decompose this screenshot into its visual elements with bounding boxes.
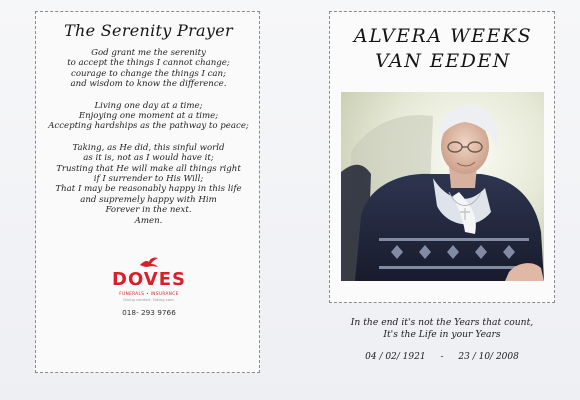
deceased-name-line-2: VAN EEDEN — [375, 50, 511, 72]
dove-icon — [138, 256, 160, 270]
prayer-line: and supremely happy with Him — [80, 194, 217, 205]
prayer-line: Accepting hardships as the pathway to peace; — [48, 121, 249, 132]
prayer-stanza — [36, 48, 261, 90]
logo-subtitle: FUNERALS • INSURANCE — [119, 291, 179, 296]
doves-logo — [94, 256, 204, 317]
memorial-quote — [330, 317, 554, 340]
quote-line-2: It's the Life in your Years — [383, 328, 501, 340]
death-date: 23 / 10/ 2008 — [458, 352, 519, 362]
cover-panel — [329, 11, 555, 303]
prayer-line: God grant me the serenity — [91, 48, 206, 58]
quote-line-1: In the end it's not the Years that count, — [350, 317, 534, 328]
deceased-name-line-1: ALVERA WEEKS — [353, 25, 533, 47]
prayer-line: if I surrender to His Will; — [93, 174, 204, 185]
prayer-line: and wisdom to know the difference. — [70, 79, 227, 90]
logo-wordmark: DOVES — [112, 269, 186, 290]
prayer-line: Trusting that He will make all things right — [56, 163, 241, 174]
logo-tagline: Giving comfort. Taking care. — [123, 298, 175, 302]
prayer-line: Living one day at a time; — [94, 100, 203, 111]
prayer-stanza — [36, 143, 261, 226]
prayer-line: courage to change the things I can; — [71, 68, 226, 79]
prayer-title: The Serenity Prayer — [64, 21, 233, 40]
phone-number: 018- 293 9766 — [122, 308, 176, 317]
prayer-line: as it is, not as I would have it; — [83, 153, 214, 164]
prayer-line: Amen. — [134, 215, 163, 226]
prayer-line: Taking, as He did, this sinful world — [72, 142, 225, 153]
portrait-photo — [341, 92, 544, 281]
serenity-prayer-panel — [35, 11, 260, 373]
sweater-body — [355, 174, 544, 281]
prayer-line: Enjoying one moment at a time; — [78, 111, 219, 122]
prayer-line: to accept the things I cannot change; — [67, 58, 230, 69]
birth-date: 04 / 02/ 1921 — [365, 352, 426, 362]
life-dates — [330, 352, 554, 362]
prayer-text — [36, 48, 261, 237]
prayer-line: That I may be reasonably happy in this life — [55, 184, 242, 195]
prayer-line: Forever in the next. — [105, 205, 192, 216]
date-separator: - — [440, 352, 444, 362]
prayer-stanza — [36, 101, 261, 132]
